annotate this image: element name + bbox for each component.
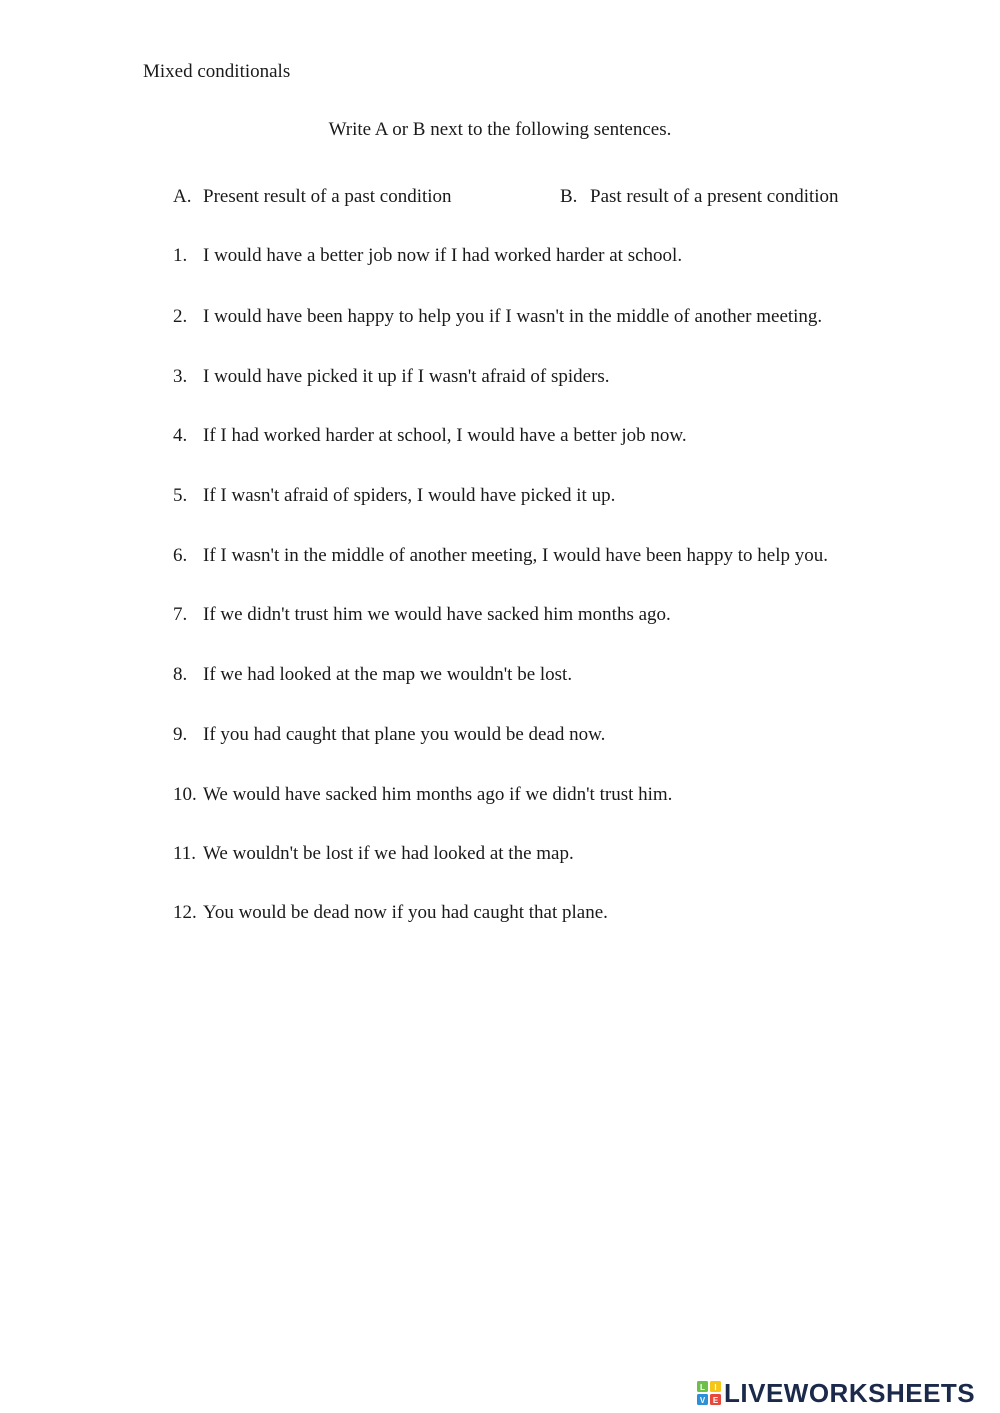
sentence-item [173, 723, 605, 747]
sentence-number: 10. [173, 784, 197, 805]
sentence-text: If you had caught that plane you would be dead now. [203, 724, 606, 745]
sentence-text: I would have picked it up if I wasn't afraid of spiders. [203, 366, 610, 387]
option-a [173, 185, 452, 209]
sentence-text: If we had looked at the map we wouldn't be lost. [203, 664, 573, 685]
liveworksheets-logo [697, 1378, 975, 1408]
sentence-number: 3. [173, 366, 188, 387]
sentence-text: If we didn't trust him we would have sacked him months ago. [203, 604, 671, 625]
logo-mark-letter: V [699, 1395, 706, 1405]
sentence-item [173, 663, 572, 687]
instruction-text: Write A or B next to the following sentences. [328, 119, 672, 140]
sentence-number: 8. [173, 664, 188, 685]
sentence-text: If I wasn't afraid of spiders, I would have picked it up. [203, 485, 616, 506]
sentence-number: 12. [173, 902, 197, 923]
option-b [560, 185, 839, 209]
sentence-item [173, 783, 672, 807]
sentence-item [173, 603, 671, 627]
sentence-text: You would be dead now if you had caught that plane. [203, 902, 608, 923]
liveworksheets-logo-icon [697, 1381, 721, 1405]
option-letter: A. [173, 186, 192, 207]
logo-mark-letter: E [712, 1395, 719, 1405]
sentence-item [173, 484, 615, 508]
sentence-number: 2. [173, 306, 188, 327]
sentence-number: 9. [173, 724, 188, 745]
document-title: Mixed conditionals [143, 61, 291, 82]
sentence-item [173, 424, 687, 448]
sentence-text: I would have been happy to help you if I wasn't in the middle of another meeting. [203, 306, 823, 327]
sentence-number: 6. [173, 545, 188, 566]
logo-mark-letter: I [714, 1382, 717, 1392]
sentence-number: 4. [173, 425, 188, 446]
sentence-text: We wouldn't be lost if we had looked at the map. [203, 843, 574, 864]
sentence-text: If I wasn't in the middle of another meeting, I would have been happy to help you. [203, 545, 828, 566]
sentence-item [173, 244, 682, 268]
sentence-text: If I had worked harder at school, I would have a better job now. [203, 425, 687, 446]
sentence-item [173, 842, 574, 866]
sentence-item [173, 901, 608, 925]
sentence-number: 5. [173, 485, 188, 506]
sentence-item [173, 365, 610, 389]
option-letter: B. [560, 186, 578, 207]
sentence-item [173, 305, 822, 329]
sentence-number: 1. [173, 245, 188, 266]
sentence-text: I would have a better job now if I had worked harder at school. [203, 245, 683, 266]
sentence-number: 7. [173, 604, 188, 625]
logo-text: LIVEWORKSHEETS [724, 1378, 976, 1408]
option-text: Past result of a present condition [590, 186, 839, 207]
option-text: Present result of a past condition [203, 186, 452, 207]
sentence-number: 11. [173, 843, 197, 864]
sentence-item [173, 544, 828, 568]
logo-mark-letter: L [700, 1382, 705, 1392]
sentence-text: We would have sacked him months ago if we didn't trust him. [203, 784, 673, 805]
